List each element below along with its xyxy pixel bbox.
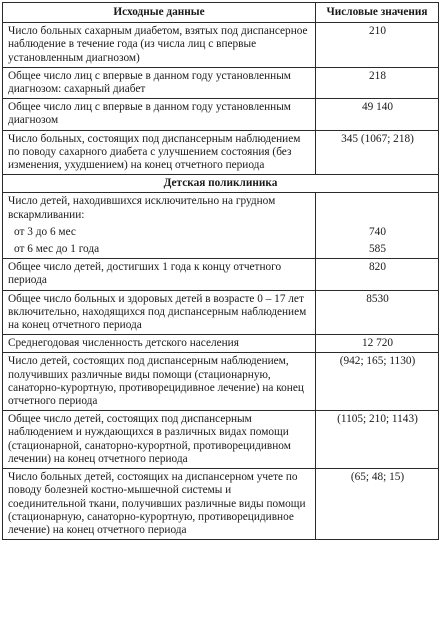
row-label: Число детей, состоящих под диспансерным наблюдением, получивших различные виды помощи (стационарную, санаторно-курортную, противорецидивное лечение) на конец отчетного периода — [3, 353, 316, 411]
subrow-label: от 3 до 6 мес — [3, 224, 316, 241]
row-value: (1105; 210; 1143) — [316, 411, 439, 469]
subrow-value: 585 — [316, 241, 439, 259]
table-row — [3, 259, 439, 290]
table-subrow — [3, 224, 439, 241]
table-row — [3, 193, 439, 224]
table-row — [3, 23, 439, 68]
row-value: (65; 48; 15) — [316, 469, 439, 540]
row-label: Число больных сахарным диабетом, взятых под диспансерное наблюдение в течение года (из числа лиц с впервые установленным диагнозом) — [3, 23, 316, 68]
subrow-value: 740 — [316, 224, 439, 241]
row-value: 12 720 — [316, 335, 439, 353]
row-value-empty — [316, 193, 439, 224]
row-label: Общее число детей, состоящих под диспансерным наблюдением и нуждающихся в различных видах помощи (стационарной, санаторно-курортной, противорецидивном лечении) на конец отчетного периода — [3, 411, 316, 469]
row-value: 218 — [316, 67, 439, 98]
row-value: 345 (1067; 218) — [316, 130, 439, 175]
row-value: 210 — [316, 23, 439, 68]
table-subrow — [3, 241, 439, 259]
row-value: 8530 — [316, 290, 439, 335]
section-title-children-clinic: Детская поликлиника — [3, 175, 439, 193]
table-row — [3, 67, 439, 98]
row-label: Общее число детей, достигших 1 года к концу отчетного периода — [3, 259, 316, 290]
section-row — [3, 175, 439, 193]
table-row — [3, 335, 439, 353]
table-row — [3, 353, 439, 411]
header-numeric-values: Числовые значения — [316, 3, 439, 23]
table-header-row — [3, 3, 439, 23]
table-row — [3, 290, 439, 335]
table-row — [3, 469, 439, 540]
data-table-page — [2, 2, 438, 540]
table-row — [3, 130, 439, 175]
table-row — [3, 99, 439, 130]
header-source-data: Исходные данные — [3, 3, 316, 23]
row-label: Общее число лиц с впервые в данном году установленным диагнозом — [3, 99, 316, 130]
row-label: Число больных детей, состоящих на диспансерном учете по поводу болезней костно-мышечной системы и соединительной ткани, получивших различные виды помощи (стационарную, санаторно-курортную, противорецидивное лечение) на конец отчетного периода — [3, 469, 316, 540]
row-label: Среднегодовая численность детского населения — [3, 335, 316, 353]
row-label: Общее число лиц с впервые в данном году установленным диагнозом: сахарный диабет — [3, 67, 316, 98]
row-value: (942; 165; 1130) — [316, 353, 439, 411]
row-label: Число детей, находившихся исключительно на грудном вскармливании: — [3, 193, 316, 224]
row-label: Общее число больных и здоровых детей в возрасте 0 – 17 лет включительно, находящихся под диспансерным наблюдением на конец отчетного периода — [3, 290, 316, 335]
table-row — [3, 411, 439, 469]
subrow-label: от 6 мес до 1 года — [3, 241, 316, 259]
source-data-table — [2, 2, 439, 540]
row-value: 820 — [316, 259, 439, 290]
row-value: 49 140 — [316, 99, 439, 130]
row-label: Число больных, состоящих под диспансерным наблюдением по поводу сахарного диабета с улучшением состояния (без изменения, ухудшением) на конец отчетного периода — [3, 130, 316, 175]
